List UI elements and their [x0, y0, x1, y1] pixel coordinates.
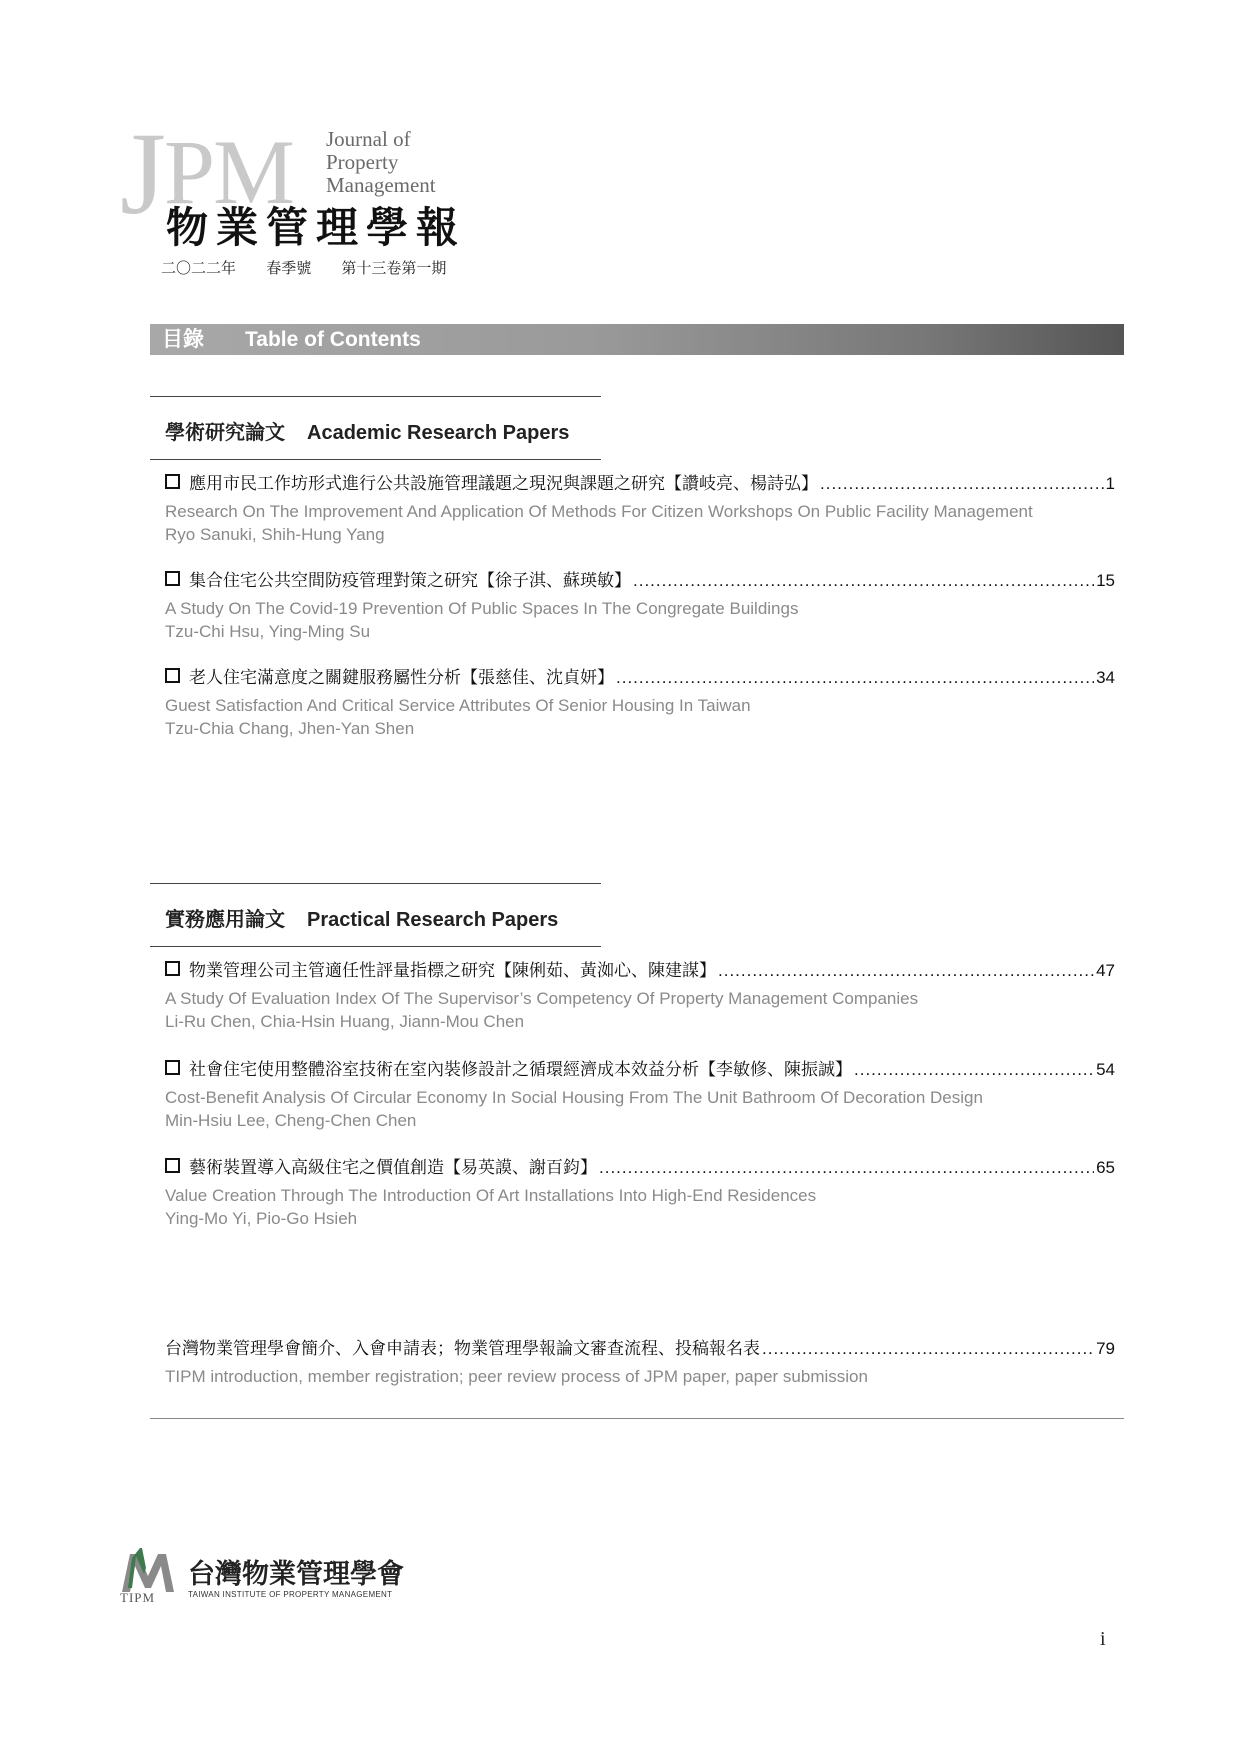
logo-name-en: TAIWAN INSTITUTE OF PROPERTY MANAGEMENT [188, 1590, 393, 1599]
section-rule [150, 396, 601, 397]
entry-page-number: 15 [1096, 571, 1115, 590]
toc-entry-appendix[interactable] [165, 1337, 1115, 1388]
toc-entry[interactable] [165, 1156, 1115, 1230]
entry-page-number: 79 [1096, 1339, 1115, 1358]
journal-name-en-line: Property [326, 150, 399, 174]
page-number: i [1100, 1628, 1106, 1650]
journal-name-en-line: Journal of [326, 127, 411, 151]
toc-entry[interactable] [165, 472, 1115, 546]
entry-title-en: Research On The Improvement And Application Of Methods For Citizen Workshops On Public Facility Management [165, 502, 1033, 521]
leader-dots [599, 1156, 1094, 1180]
entry-title: 應用市民工作坊形式進行公共設施管理議題之現況與課題之研究【讚岐亮、楊詩弘】 [189, 474, 818, 493]
section-rule [150, 459, 601, 460]
entry-title-en: A Study Of Evaluation Index Of The Supervisor’s Competency Of Property Management Companies [165, 989, 919, 1008]
logo-letters-pm: PM [163, 121, 293, 223]
checkbox-bullet-icon [165, 474, 180, 489]
entry-title-en: Value Creation Through The Introduction Of Art Installations Into High-End Residences [165, 1186, 817, 1205]
section-label [165, 903, 558, 932]
entry-page-number: 54 [1096, 1060, 1115, 1079]
entry-title-en: TIPM introduction, member registration; peer review process of JPM paper, paper submission [165, 1367, 868, 1386]
entry-page-number: 47 [1096, 961, 1115, 980]
section-rule [150, 883, 601, 884]
entry-title: 老人住宅滿意度之關鍵服務屬性分析【張慈佳、沈貞妍】 [189, 668, 614, 687]
toc-header-bar [150, 324, 1124, 355]
section-label [165, 416, 569, 445]
toc-header-en: Table of Contents [245, 328, 421, 351]
toc-header-zh: 目錄 [162, 328, 204, 351]
entry-title-line [165, 1058, 1115, 1082]
entry-title: 集合住宅公共空間防疫管理對策之研究【徐子淇、蘇瑛敏】 [189, 571, 631, 590]
checkbox-bullet-icon [165, 571, 180, 586]
toc-entry[interactable] [165, 666, 1115, 740]
entry-title-line [165, 569, 1115, 593]
logo-abbr: TIPM [120, 1590, 156, 1605]
entry-title: 藝術裝置導入高級住宅之價值創造【易英謨、謝百鈞】 [189, 1158, 597, 1177]
entry-title: 社會住宅使用整體浴室技術在室內裝修設計之循環經濟成本效益分析【李敏修、陳振誠】 [189, 1060, 852, 1079]
entry-title-line [165, 1156, 1115, 1180]
journal-name-zh: 物業管理學報 [166, 203, 467, 252]
entry-title-en: Cost-Benefit Analysis Of Circular Economy In Social Housing From The Unit Bathroom Of Decoration Design [165, 1088, 983, 1107]
issue-info [161, 257, 472, 278]
leader-dots [633, 569, 1094, 593]
entry-authors: Tzu-Chi Hsu, Ying-Ming Su [165, 622, 371, 641]
leader-dots [616, 666, 1094, 690]
tipm-logo [118, 1548, 404, 1608]
section-title-en: Academic Research Papers [307, 422, 570, 444]
entry-page-number: 1 [1105, 474, 1115, 493]
section-title-zh: 學術研究論文 [165, 422, 285, 444]
issue-year: 二〇二二年 [161, 260, 237, 277]
toc-entry[interactable] [165, 959, 1115, 1033]
entry-title-en: Guest Satisfaction And Critical Service Attributes Of Senior Housing In Taiwan [165, 696, 751, 715]
entry-page-number: 34 [1096, 668, 1115, 687]
leader-dots [854, 1058, 1094, 1082]
entry-title: 台灣物業管理學會簡介、入會申請表；物業管理學報論文審查流程、投稿報名表 [165, 1339, 760, 1358]
checkbox-bullet-icon [165, 1158, 180, 1173]
tipm-m-mark-icon [118, 1548, 188, 1592]
entry-authors: Tzu-Chia Chang, Jhen-Yan Shen [165, 719, 415, 738]
issue-season: 春季號 [266, 260, 312, 277]
checkbox-bullet-icon [165, 1060, 180, 1075]
journal-name-en [326, 128, 436, 197]
leader-dots [820, 472, 1104, 496]
section-title-zh: 實務應用論文 [165, 909, 285, 931]
checkbox-bullet-icon [165, 961, 180, 976]
entry-title-line [165, 1337, 1115, 1361]
leader-dots [718, 959, 1094, 983]
toc-entry[interactable] [165, 1058, 1115, 1132]
entry-title-en: A Study On The Covid-19 Prevention Of Public Spaces In The Congregate Buildings [165, 599, 799, 618]
bottom-divider [150, 1418, 1124, 1419]
entry-authors: Ying-Mo Yi, Pio-Go Hsieh [165, 1209, 358, 1228]
section-heading-academic [150, 396, 601, 460]
section-title-en: Practical Research Papers [307, 909, 559, 931]
section-rule [150, 946, 601, 947]
toc-entry[interactable] [165, 569, 1115, 643]
entry-title-line [165, 472, 1115, 496]
leader-dots [762, 1337, 1094, 1361]
issue-volume: 第十三卷第一期 [341, 260, 447, 277]
entry-page-number: 65 [1096, 1158, 1115, 1177]
section-heading-practical [150, 883, 601, 947]
logo-letter-j: J [120, 108, 164, 239]
logo-name-zh: 台灣物業管理學會 [188, 1559, 404, 1590]
entry-authors: Li-Ru Chen, Chia-Hsin Huang, Jiann-Mou Chen [165, 1012, 525, 1031]
entry-authors: Ryo Sanuki, Shih-Hung Yang [165, 525, 385, 544]
journal-name-en-line: Management [326, 173, 436, 197]
entry-title-line [165, 959, 1115, 983]
checkbox-bullet-icon [165, 668, 180, 683]
entry-authors: Min-Hsiu Lee, Cheng-Chen Chen [165, 1111, 417, 1130]
entry-title-line [165, 666, 1115, 690]
entry-title: 物業管理公司主管適任性評量指標之研究【陳俐茹、黃洳心、陳建謀】 [189, 961, 716, 980]
